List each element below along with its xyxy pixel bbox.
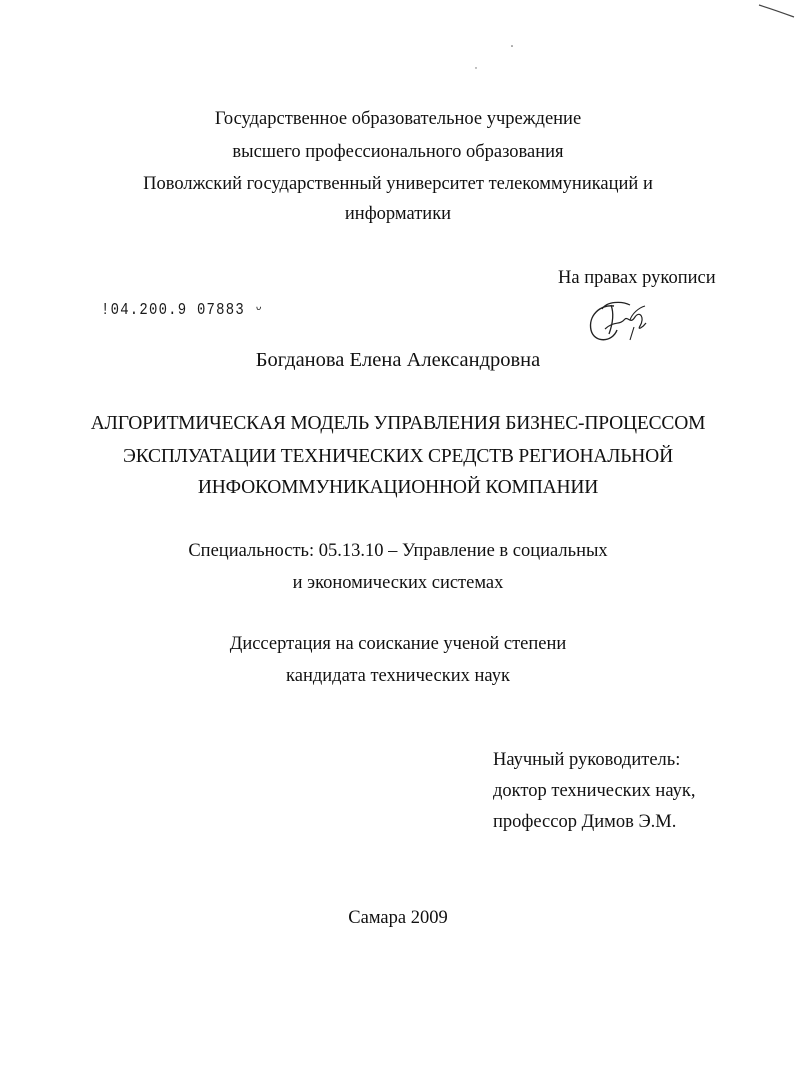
author-name: Богданова Елена Александровна bbox=[255, 349, 541, 371]
dissertation-degree-line-1: Диссертация на соискание ученой степени bbox=[229, 634, 567, 654]
dissertation-title-line-1: АЛГОРИТМИЧЕСКАЯ МОДЕЛЬ УПРАВЛЕНИЯ БИЗНЕС-ПРОЦЕССОМ bbox=[90, 413, 706, 434]
institution-line-2: высшего профессионального образования bbox=[232, 142, 564, 162]
place-year: Самара 2009 bbox=[348, 908, 448, 928]
supervisor-degree: доктор технических наук, bbox=[493, 781, 696, 801]
institution-line-4: информатики bbox=[344, 204, 452, 224]
dissertation-degree-line-2: кандидата технических наук bbox=[286, 666, 510, 686]
supervisor-name: профессор Димов Э.М. bbox=[493, 812, 677, 832]
author-signature bbox=[580, 296, 662, 350]
institution-line-3: Поволжский государственный университет телекоммуникаций и bbox=[143, 174, 653, 194]
specialty-line-1: Специальность: 05.13.10 – Управление в социальных bbox=[188, 541, 608, 561]
institution-line-1: Государственное образовательное учреждение bbox=[214, 109, 582, 129]
supervisor-label: Научный руководитель: bbox=[493, 750, 681, 770]
archive-stamp: !04.200.9 07883 ᵕ bbox=[101, 301, 265, 320]
specialty-line-2: и экономических системах bbox=[292, 573, 504, 593]
dissertation-title-line-2: ЭКСПЛУАТАЦИИ ТЕХНИЧЕСКИХ СРЕДСТВ РЕГИОНАЛЬНОЙ bbox=[123, 446, 673, 467]
rights-label: На правах рукописи bbox=[558, 268, 716, 288]
dissertation-title-line-3: ИНФОКОММУНИКАЦИОННОЙ КОМПАНИИ bbox=[197, 477, 599, 498]
scan-artifact-marks bbox=[0, 0, 796, 120]
